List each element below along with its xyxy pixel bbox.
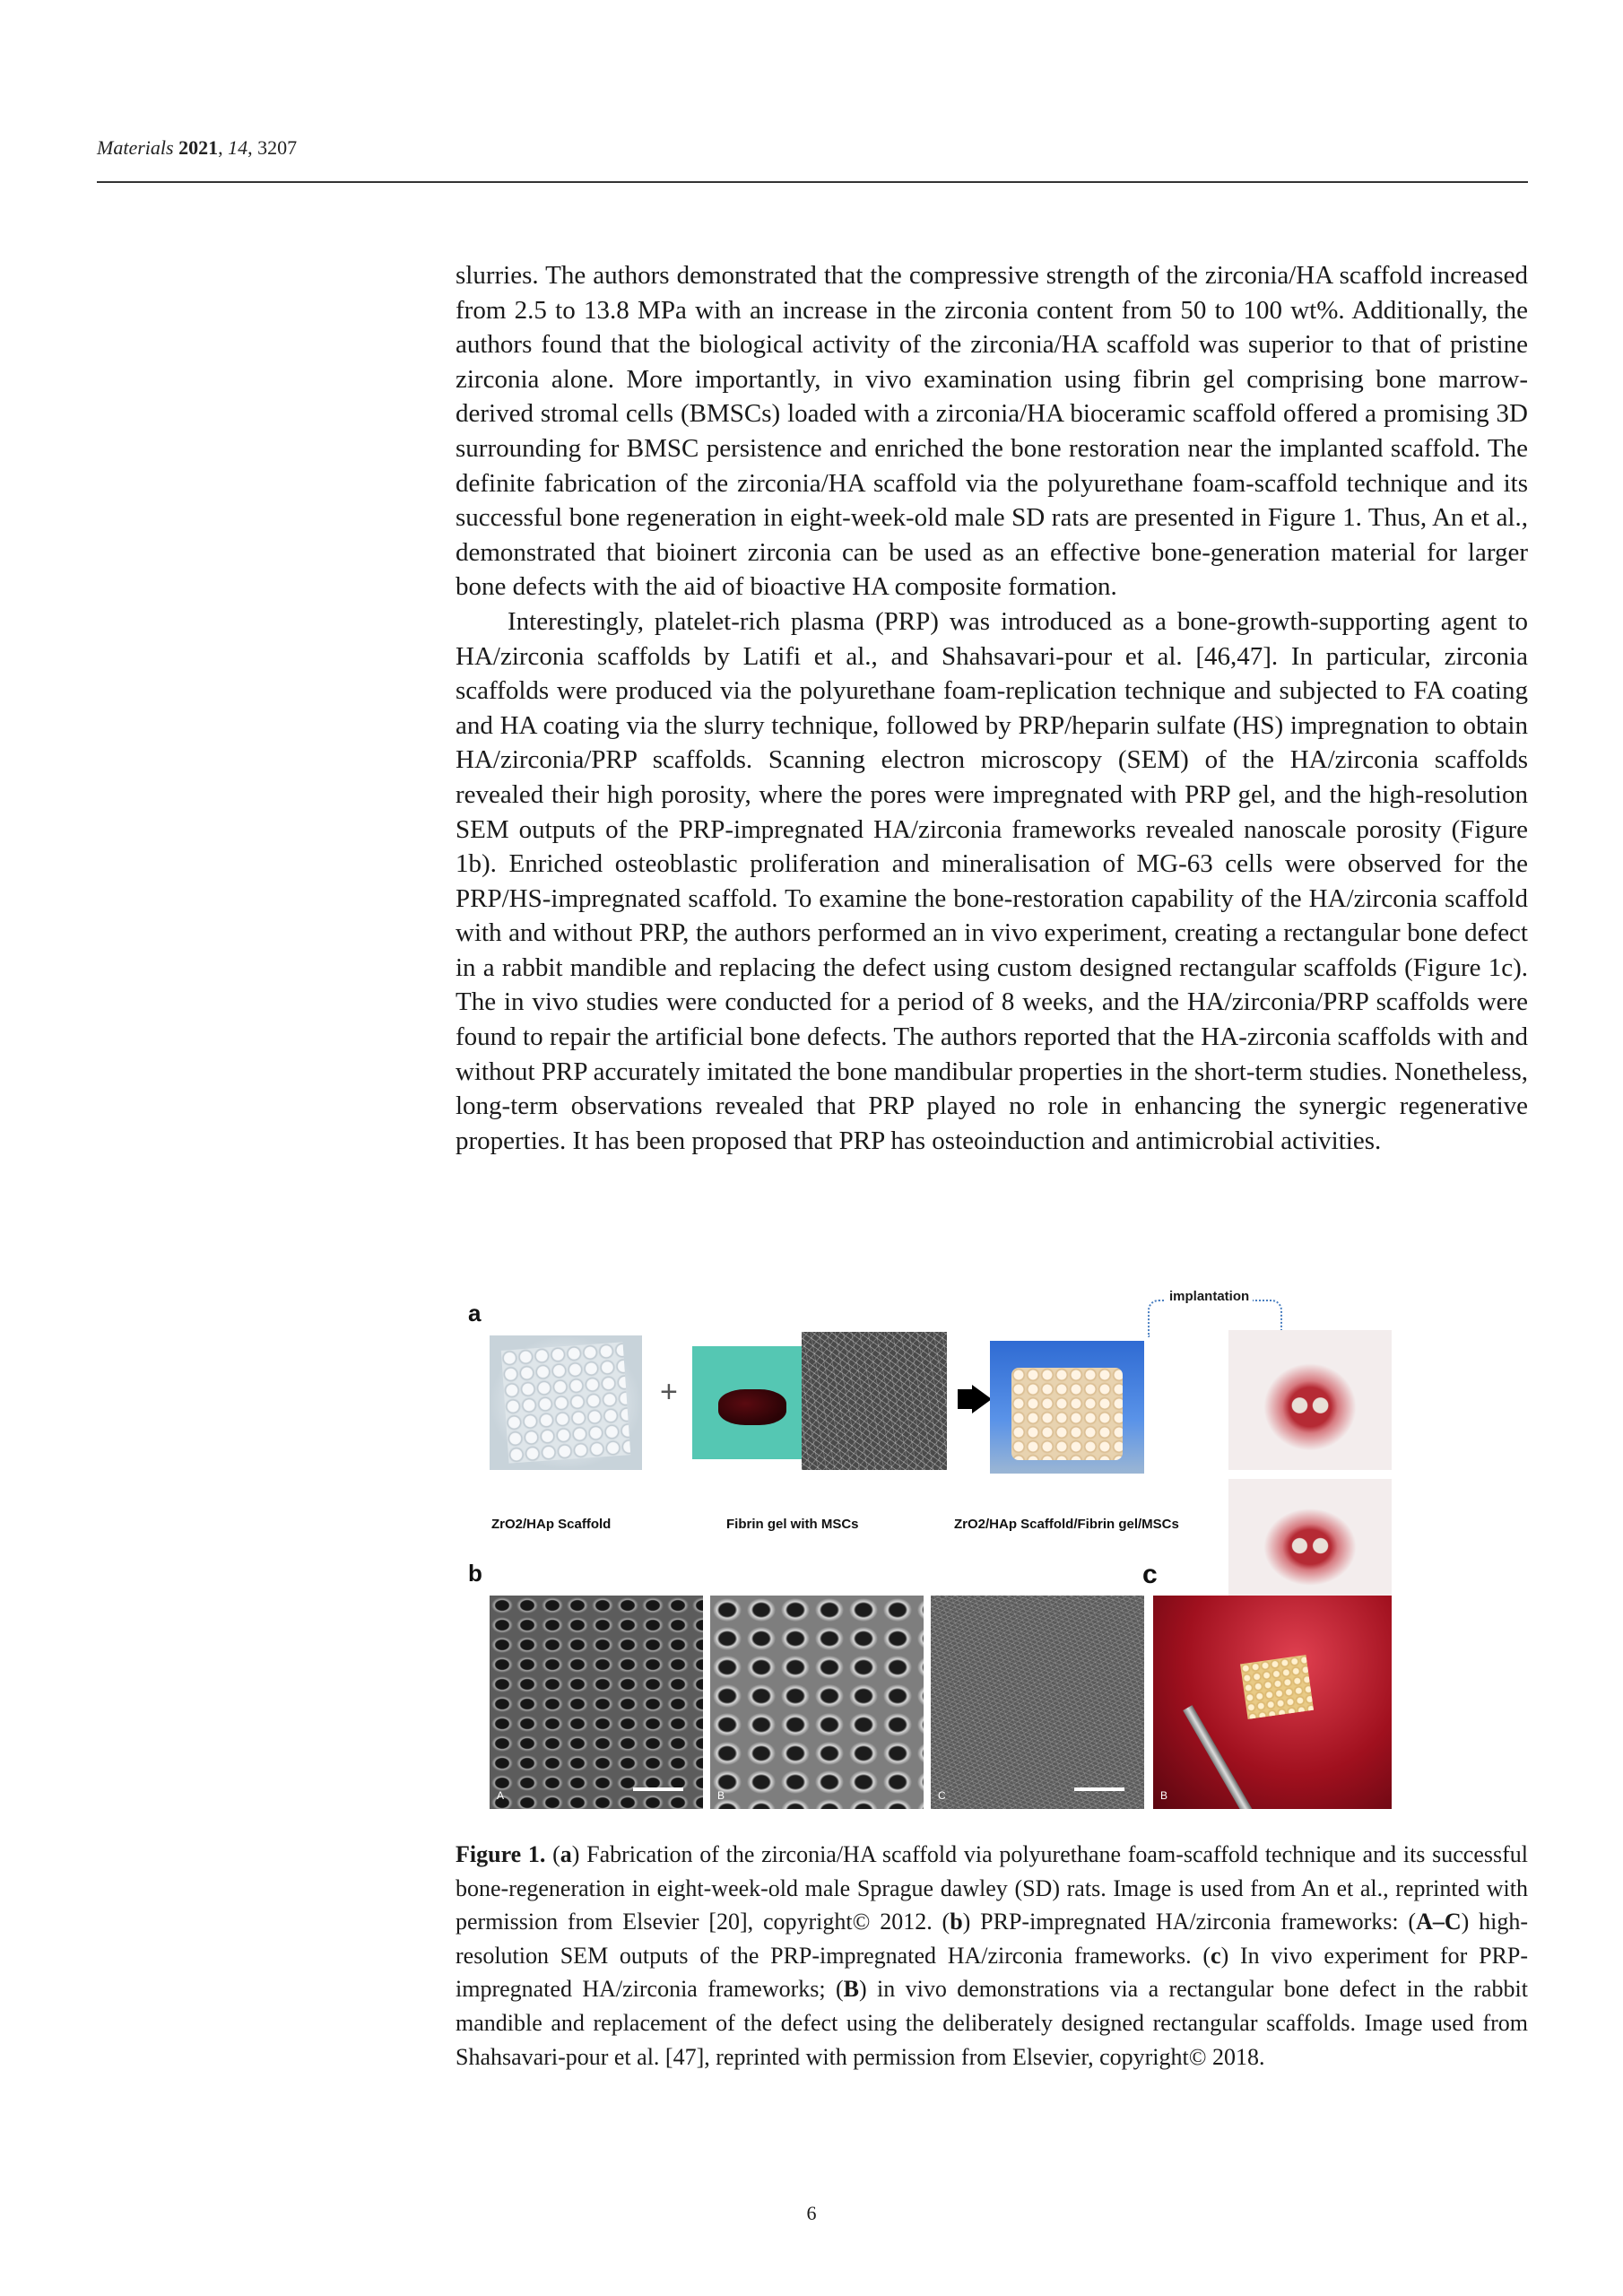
article-number: 3207 [257, 136, 298, 159]
panel-b-letter: b [468, 1560, 482, 1587]
plus-sign: + [660, 1375, 678, 1409]
zro2-hap-scaffold-image [490, 1335, 642, 1470]
figure-caption: Figure 1. (a) Fabrication of the zirconia/HA scaffold via polyurethane foam-scaffold technique and its successful bone-regeneration in eight-week-old male Sprague dawley (SD) rats. Image is used from An et al., reprinted with permission from Elsevier [20], copyright© 2012. (b) PRP-impregnated HA/zirconia frameworks: (A–C) high-resolution SEM outputs of the PRP-impregnated HA/zirconia frameworks. (c) In vivo experiment for PRP-impregnated HA/zirconia frameworks; (B) in vivo demonstrations via a rectangular bone defect in the rabbit mandible and replacement of the defect using the deliberately designed rectangular scaffolds. Image used from Shahsavari-pour et al. [47], reprinted with permission from Elsevier, copyright© 2018. [456, 1841, 1528, 2070]
sem-image-b: B [710, 1596, 924, 1809]
panel-a-letter: a [468, 1300, 482, 1326]
paragraph-1: slurries. The authors demonstrated that the compressive strength of the zirconia/HA scaffold increased from 2.5 to 13.8 MPa with an increase in the zirconia content from 50 to 100 wt%. Additionally, the authors found that the biological activity of the zirconia/HA scaffold was superior to that of pristine zirconia alone. More importantly, in vivo examination using fibrin gel comprising bone marrow-derived stromal cells (BMSCs) loaded with a zirconia/HA bioceramic scaffold offered a promising 3D surrounding for BMSC persistence and enriched the bone restoration near the implanted scaffold. The definite fabrication of the zirconia/HA scaffold via the polyurethane foam-scaffold technique and its successful bone regeneration in eight-week-old male SD rats are presented in Figure 1. Thus, An et al., demonstrated that bioinert zirconia can be used as an effective bone-generation material for larger bone defects with the aid of bioactive HA composite formation. [456, 261, 1528, 602]
figure-1 [456, 1285, 1528, 1823]
fibrin-sem-image [802, 1332, 947, 1470]
header-rule [97, 181, 1528, 183]
body-text [456, 258, 1528, 1158]
sem-image-c: C [931, 1596, 1144, 1809]
combined-scaffold-image [990, 1341, 1144, 1474]
journal-volume: 14 [228, 136, 248, 159]
journal-year: 2021 [178, 136, 219, 159]
rat-implant-image-2 [1228, 1479, 1392, 1603]
label-fibrin: Fibrin gel with MSCs [726, 1517, 859, 1532]
page-number: 6 [806, 2202, 817, 2224]
panel-c-letter: c [1142, 1560, 1158, 1589]
fibrin-gel-image [692, 1346, 812, 1459]
sem-image-a: A [490, 1596, 703, 1809]
arrow-head [972, 1385, 992, 1413]
rabbit-mandible-image: B [1153, 1596, 1392, 1809]
running-header: Materials 2021, 14, 3207 [97, 136, 298, 159]
label-combined: ZrO2/HAp Scaffold/Fibrin gel/MSCs [954, 1517, 1179, 1532]
implantation-label: implantation [1166, 1289, 1253, 1304]
paragraph-2: Interestingly, platelet-rich plasma (PRP) was introduced as a bone-growth-supporting agent to HA/zirconia scaffolds by Latifi et al., and Shahsavari-pour et al. [46,47]. In particular, zirconia scaffolds were produced via the polyurethane foam-replication technique and subjected to FA coating and HA coating via the slurry technique, followed by PRP/heparin sulfate (HS) impregnation to obtain HA/zirconia/PRP scaffolds. Scanning electron microscopy (SEM) of the HA/zirconia scaffolds revealed their high porosity, where the pores were impregnated with PRP gel, and the high-resolution SEM outputs of the PRP-impregnated HA/zirconia frameworks revealed nanoscale porosity (Figure 1b). Enriched osteoblastic proliferation and mineralisation of MG-63 cells were observed for the PRP/HS-impregnated scaffold. To examine the bone-restoration capability of the HA/zirconia scaffold with and without PRP, the authors performed an in vivo experiment, creating a rectangular bone defect in a rabbit mandible and replacing the defect using custom designed rectangular scaffolds (Figure 1c). The in vivo studies were conducted for a period of 8 weeks, and the HA/zirconia/PRP scaffolds were found to repair the artificial bone defects. The authors reported that the HA-zirconia scaffolds with and without PRP accurately imitated the bone mandibular properties in the short-term studies. Nonetheless, long-term observations revealed that PRP played no role in enhancing the synergic regenerative properties. It has been proposed that PRP has osteoinduction and antimicrobial activities. [456, 606, 1528, 1155]
caption-label: Figure 1. [456, 1841, 546, 1867]
label-scaffold: ZrO2/HAp Scaffold [491, 1517, 612, 1532]
journal-name: Materials [97, 136, 174, 159]
rat-implant-image-1 [1228, 1330, 1392, 1470]
